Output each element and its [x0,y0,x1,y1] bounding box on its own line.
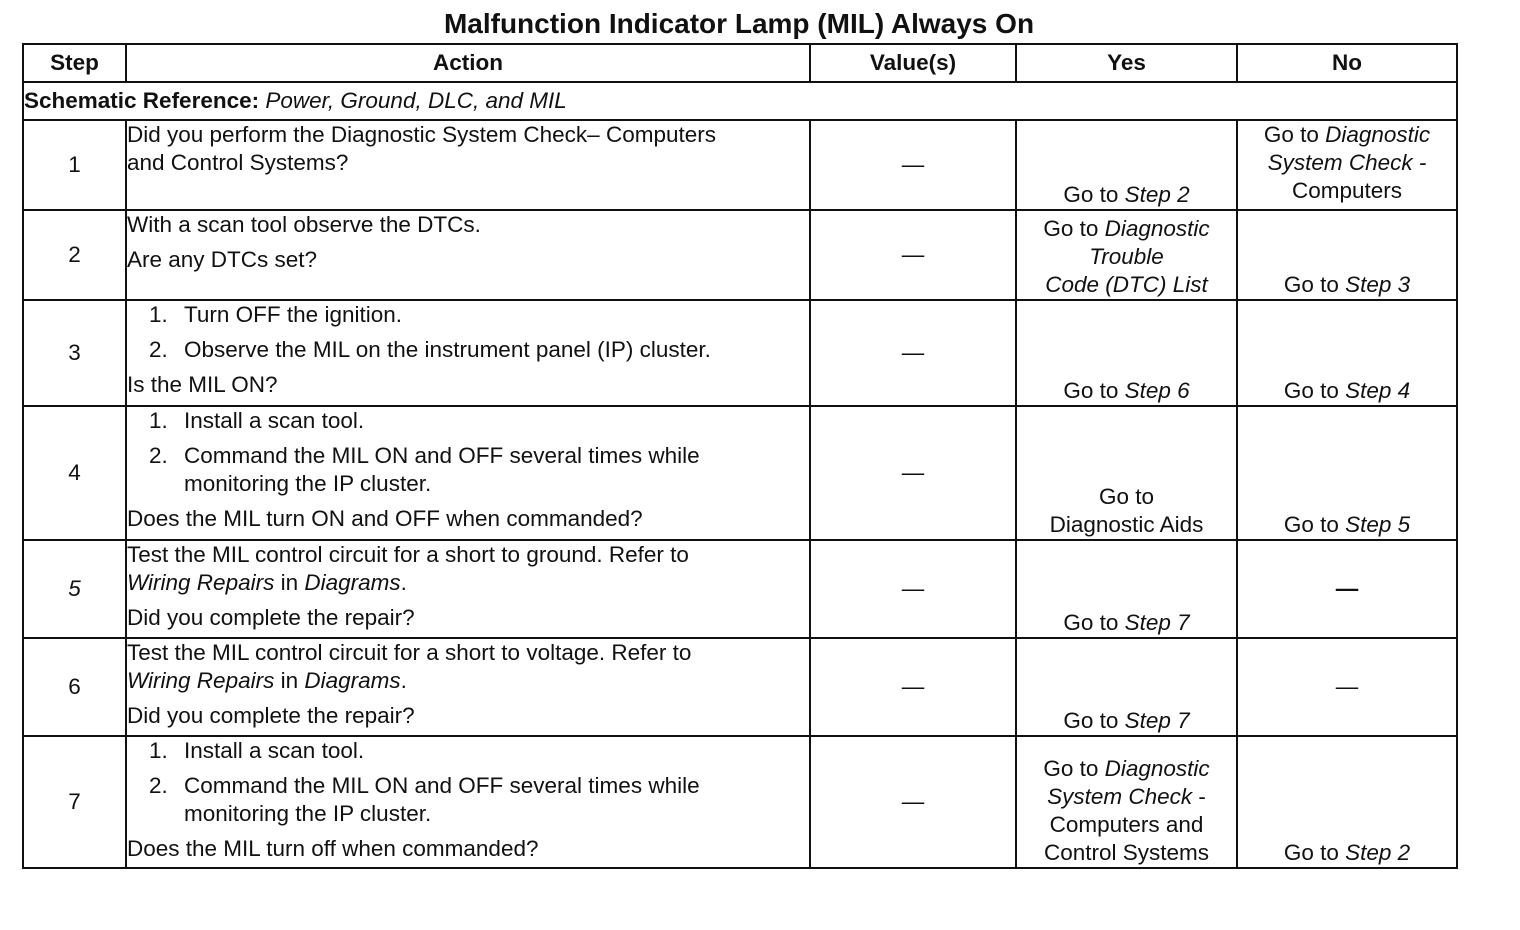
step-value: — [810,638,1016,736]
step-value: — [810,736,1016,868]
step-link[interactable]: Step 2 [1345,840,1411,865]
yes-result: Go to Diagnostic System Check - Computers and Control Systems [1016,736,1237,868]
table-row [23,638,1457,736]
step-number: 2 [23,210,126,300]
step-number: 5 [23,540,126,638]
step-value: — [810,406,1016,540]
step-link[interactable]: Step 2 [1124,182,1190,207]
step-value: — [810,210,1016,300]
step-action: Test the MIL control circuit for a short to voltage. Refer to Wiring Repairs in Diagrams. Did you complete the repair? [126,638,810,736]
step-link[interactable]: Step 4 [1345,378,1411,403]
step-link[interactable]: Step 7 [1124,610,1190,635]
header-values: Value(s) [810,44,1016,82]
procedure-link[interactable]: Diagnostic [1325,122,1431,147]
page-title: Malfunction Indicator Lamp (MIL) Always On [443,8,1035,39]
table-row [23,406,1457,540]
step-link[interactable]: Step 6 [1124,378,1190,403]
step-number: 7 [23,736,126,868]
yes-result: Go to Step 2 [1016,120,1237,210]
reference-link[interactable]: Diagrams [304,668,401,693]
step-action: With a scan tool observe the DTCs. Are any DTCs set? [126,210,810,300]
procedure-link[interactable]: Trouble [1089,244,1164,269]
no-result: Go to Diagnostic System Check - Computers [1237,120,1457,210]
yes-result: Go to Diagnostic Trouble Code (DTC) List [1016,210,1237,300]
yes-result: Go to Step 7 [1016,638,1237,736]
step-value: — [810,120,1016,210]
procedure-link[interactable]: Code (DTC) List [1045,272,1208,297]
schematic-reference-value: Power, Ground, DLC, and MIL [265,88,567,113]
no-result: Go to Step 4 [1237,300,1457,406]
table-row [23,210,1457,300]
reference-link[interactable]: Diagrams [304,570,401,595]
procedure-link[interactable]: Diagnostic Aids [1049,512,1204,537]
step-action: Did you perform the Diagnostic System Check– Computers and Control Systems? [126,120,810,210]
list-item: 2. Command the MIL ON and OFF several times while monitoring the IP cluster. [149,773,700,826]
no-result: Go to Step 3 [1237,210,1457,300]
yes-result: Go to Step 6 [1016,300,1237,406]
reference-link[interactable]: Wiring Repairs [127,570,275,595]
step-link[interactable]: Step 7 [1124,708,1190,733]
step-action: 1. Install a scan tool. 2. Command the MIL ON and OFF several times while monitoring the IP cluster. Does the MIL turn ON and OFF when commanded? [126,406,810,540]
reference-link[interactable]: Wiring Repairs [127,668,275,693]
header-step: Step [23,44,126,82]
list-item: 1. Install a scan tool. [149,738,365,763]
no-result: — [1237,540,1457,638]
list-item: 2. Command the MIL ON and OFF several times while monitoring the IP cluster. [149,443,700,496]
yes-result: Go to Diagnostic Aids [1016,406,1237,540]
table-row [23,120,1457,210]
schematic-reference-label: Schematic Reference: [24,88,260,113]
list-item: 1. Install a scan tool. [149,408,365,433]
diagnostic-table [22,43,1458,869]
no-result: — [1237,638,1457,736]
step-value: — [810,300,1016,406]
procedure-link[interactable]: System Check [1047,784,1193,809]
procedure-link[interactable]: System Check - [1267,150,1427,175]
schematic-reference-row [23,82,1457,120]
table-row [23,300,1457,406]
header-yes: Yes [1016,44,1237,82]
yes-result: Go to Step 7 [1016,540,1237,638]
table-row [23,540,1457,638]
procedure-link[interactable]: Diagnostic [1104,216,1210,241]
no-result: Go to Step 2 [1237,736,1457,868]
step-link[interactable]: Step 3 [1345,272,1411,297]
no-result: Go to Step 5 [1237,406,1457,540]
step-value: — [810,540,1016,638]
step-number: 6 [23,638,126,736]
step-number: 3 [23,300,126,406]
list-item: 1. Turn OFF the ignition. [149,302,403,327]
header-no: No [1237,44,1457,82]
header-row [23,44,1457,82]
header-action: Action [126,44,810,82]
step-action: 1. Install a scan tool. 2. Command the MIL ON and OFF several times while monitoring the IP cluster. Does the MIL turn off when commanded? [126,736,810,868]
list-item: 2. Observe the MIL on the instrument panel (IP) cluster. [149,337,711,362]
step-number: 1 [23,120,126,210]
table-row [23,736,1457,868]
step-action: 1. Turn OFF the ignition. 2. Observe the MIL on the instrument panel (IP) cluster. Is the MIL ON? [126,300,810,406]
step-action: Test the MIL control circuit for a short to ground. Refer to Wiring Repairs in Diagrams. Did you complete the repair? [126,540,810,638]
step-link[interactable]: Step 5 [1345,512,1411,537]
procedure-link[interactable]: Diagnostic [1104,756,1210,781]
step-number: 4 [23,406,126,540]
